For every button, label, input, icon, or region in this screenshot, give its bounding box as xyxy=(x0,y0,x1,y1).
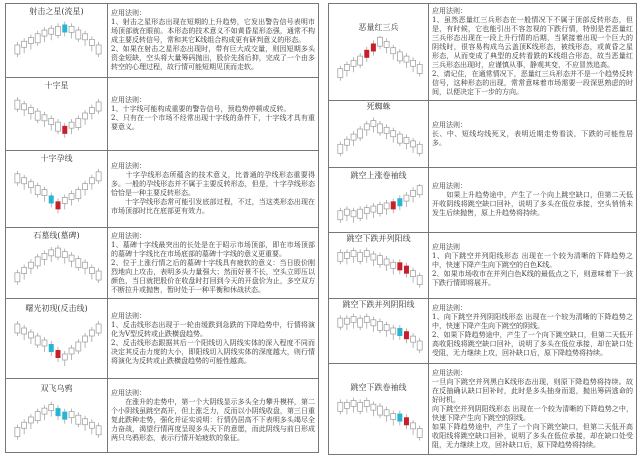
candle xyxy=(76,27,81,42)
candle xyxy=(22,101,27,116)
candle xyxy=(62,351,67,366)
candle xyxy=(344,136,349,151)
candlestick-chart xyxy=(10,397,104,450)
pattern-illustration xyxy=(329,233,429,298)
candle xyxy=(62,409,67,424)
candle xyxy=(351,57,356,72)
candle xyxy=(417,338,422,353)
candle xyxy=(15,42,20,57)
pattern-illustration xyxy=(6,78,108,150)
pattern-title: 曙光初现(反击线) xyxy=(25,304,88,313)
candle xyxy=(397,131,402,146)
candle xyxy=(358,126,363,141)
candle xyxy=(35,108,40,123)
candle xyxy=(338,208,343,223)
candle xyxy=(391,198,396,213)
candle xyxy=(56,119,61,134)
candle xyxy=(69,191,74,206)
usage-rules-text: 应用法则： 长、中、短线均线死叉，表明近期走势看淡，下跌的可能性居多。 xyxy=(432,120,633,147)
candlestick-chart xyxy=(333,313,425,362)
usage-rules-text: 应用法则： 1、射击之星形态出现在短期的上升趋势，它发出警告信号表明市场顶部就在眼前。本形态的技术意义不如黄昏星形态强，通常不构成主要反转信号，常和其它K线组合构成更有研判意义的形态。 2、如果在射击之星形态出现时，带有巨大成交量，则因短期多头资金短缺，空头将大量筹码抛出，股价先扬后抑，完成了一个由多转空的心理过程，故行情可能短期见顶而走软。 xyxy=(111,9,315,71)
candle xyxy=(404,192,409,207)
candle xyxy=(35,333,40,348)
pattern-title: 死蜘蛛 xyxy=(366,102,391,111)
candle xyxy=(89,265,94,280)
pattern-title: 恶量红三兵 xyxy=(358,23,399,32)
usage-rules-text: 应用法则： 1、墓碑十字线最突出的长处是在于昭示市场顶部，即在市场顶部的墓碑十字线比在市场底部的墓碑十字线的意义更重要。 2、位于上涨行情之后的墓碑十字线具有疲软的意义：当日股价刚烈地向上攻击，表明多头力量强大；然而好景不长，空头立即压以颜色，当日就把股价在收盘时打回到今天的开盘价为止，多空双方不断拉升或抛售，暂时处于一种平衡和休战状态。 xyxy=(111,231,315,294)
left-pattern-table xyxy=(5,3,319,453)
candle xyxy=(83,416,88,431)
candle xyxy=(378,253,383,268)
candle xyxy=(384,256,389,271)
pattern-illustration xyxy=(6,151,108,227)
candle xyxy=(404,414,409,429)
candle xyxy=(96,268,101,283)
candle xyxy=(344,399,349,414)
candle xyxy=(411,420,416,435)
candle xyxy=(89,419,94,434)
candle xyxy=(371,41,376,56)
candle xyxy=(89,175,94,190)
pattern-row xyxy=(329,4,636,101)
candle xyxy=(358,53,363,68)
candle xyxy=(15,97,20,112)
candle xyxy=(391,128,396,143)
candle xyxy=(397,259,402,274)
candle xyxy=(96,169,101,184)
candle xyxy=(76,339,81,354)
candle xyxy=(83,110,88,125)
pattern-illustration xyxy=(329,4,429,100)
candle xyxy=(76,187,81,202)
candle xyxy=(391,411,396,426)
candle xyxy=(89,36,94,51)
pattern-row xyxy=(6,4,318,78)
pattern-illustration xyxy=(329,168,429,232)
pattern-illustration xyxy=(329,101,429,167)
candle xyxy=(397,49,402,64)
candle xyxy=(404,135,409,150)
candlestick-chart xyxy=(10,20,104,76)
candle xyxy=(351,397,356,412)
candle xyxy=(411,138,416,153)
candle xyxy=(22,419,27,434)
candle xyxy=(358,206,363,221)
candle xyxy=(42,405,47,420)
candle xyxy=(364,47,369,62)
candle xyxy=(371,251,376,266)
candle xyxy=(56,245,61,260)
pattern-title: 十字孕线 xyxy=(40,154,73,163)
candle xyxy=(364,121,369,136)
candle xyxy=(358,315,363,330)
candle xyxy=(338,249,343,264)
pattern-title: 跳空下跌卷袖线 xyxy=(350,383,407,392)
candle xyxy=(417,425,422,440)
pattern-illustration xyxy=(6,299,108,378)
candle xyxy=(56,347,61,362)
candle xyxy=(404,328,409,343)
pattern-row xyxy=(329,364,636,454)
usage-rules-text: 应用法则： 1、十字线可能构成重要的警告信号，预趋势停顿或反转。 2、只有在一个市场不经常出现十字线的条件下，十字线才具有重要意义。 xyxy=(111,96,315,131)
candle xyxy=(76,116,81,131)
candle xyxy=(15,270,20,285)
pattern-row xyxy=(6,78,318,151)
candle xyxy=(364,205,369,220)
candle xyxy=(69,119,74,134)
candle xyxy=(404,53,409,68)
candle xyxy=(69,345,74,360)
candle xyxy=(56,405,61,420)
candle xyxy=(15,425,20,440)
candle xyxy=(384,407,389,422)
candle xyxy=(411,333,416,348)
candle xyxy=(358,249,363,264)
candle xyxy=(62,194,67,209)
pattern-illustration xyxy=(329,299,429,363)
pattern-title: 跳空下跌并列阴阳线 xyxy=(342,300,415,309)
candle xyxy=(28,105,33,120)
candle xyxy=(364,248,369,263)
candle xyxy=(351,248,356,263)
candlestick-chart xyxy=(10,167,104,226)
usage-rules-text: 应用法则 1、向下跳空并列阳线形态 出现在一个较为清晰的下降趋势之中，快速下降产生向下跳空的白色K线。 2、如果市场收市在并列白色K线的最低点之下，则意味着下一波下跌行情即将展开。 xyxy=(432,243,633,287)
pattern-illustration xyxy=(6,4,108,77)
candle xyxy=(378,121,383,136)
candle xyxy=(49,192,54,207)
candle xyxy=(417,62,422,77)
candle xyxy=(397,325,402,340)
candle xyxy=(49,116,54,131)
candle xyxy=(96,321,101,336)
candle xyxy=(22,265,27,280)
candle xyxy=(96,42,101,57)
pattern-row xyxy=(329,233,636,299)
pattern-title: 跳空上涨卷袖线 xyxy=(350,171,407,180)
candle xyxy=(69,252,74,267)
candle xyxy=(384,322,389,337)
candle xyxy=(364,314,369,329)
pattern-row xyxy=(329,101,636,168)
pattern-title: 石墓线(墓碑) xyxy=(33,231,80,240)
candle xyxy=(391,45,396,60)
candle xyxy=(371,203,376,218)
candle xyxy=(56,23,61,38)
usage-rules-text: 应用法则： 1、反击线形态出现于一轮由缓跌到急跌的下降趋势中，行情将演化为V型反转或止跌横盘趋势。 2、反击线形态跟据其后一个阳线切入阴线实体的深入程度不同而决定其反击力度的大小，即阳线切入阴线实体的深度越大，则行情将演化为反转或止跌横盘趋势的可能性越高。 xyxy=(111,311,315,365)
candle xyxy=(49,341,54,356)
candle xyxy=(351,314,356,329)
candlestick-chart xyxy=(10,244,104,297)
candle xyxy=(384,124,389,139)
pattern-title: 射击之星(流星) xyxy=(29,7,84,16)
candle xyxy=(344,315,349,330)
candle xyxy=(42,27,47,42)
candle xyxy=(35,409,40,424)
candle xyxy=(417,141,422,156)
candle xyxy=(378,318,383,333)
candle xyxy=(42,187,47,202)
candle xyxy=(22,175,27,190)
candlestick-chart xyxy=(333,184,425,231)
candle xyxy=(89,105,94,120)
candle xyxy=(344,206,349,221)
candle xyxy=(28,329,33,344)
candle xyxy=(35,183,40,198)
candle xyxy=(42,337,47,352)
candle xyxy=(96,99,101,114)
candlestick-chart xyxy=(333,36,425,99)
right-pattern-table xyxy=(328,3,637,455)
candle xyxy=(28,179,33,194)
candle xyxy=(344,249,349,264)
candle xyxy=(378,403,383,418)
pattern-row xyxy=(6,228,318,299)
candle xyxy=(35,31,40,46)
candle xyxy=(371,401,376,416)
usage-rules-text: 应用法则： 十字孕线形态所蕴含的技术意义，比普通的孕线形态重要得多。一般的孕线形态并不属于主要反转形态，但是，十字孕线形态恰恰是一种主要反转形态。 十字孕线形态常可能引发底部过程，不过，当这类形态出现在市场顶部时比在底部更有效力。 xyxy=(111,162,315,215)
candle xyxy=(22,325,27,340)
candle xyxy=(83,259,88,274)
candlestick-chart xyxy=(10,94,104,149)
candle xyxy=(76,256,81,271)
candle xyxy=(49,25,54,40)
pattern-illustration xyxy=(6,379,108,452)
candle xyxy=(35,254,40,269)
candle xyxy=(76,412,81,427)
candle xyxy=(15,171,20,186)
candle xyxy=(96,423,101,438)
candle xyxy=(378,36,383,49)
candle xyxy=(371,317,376,332)
candle xyxy=(384,38,389,53)
candle xyxy=(83,333,88,348)
pattern-title: 十字星 xyxy=(44,81,69,90)
candle xyxy=(364,397,369,412)
candle xyxy=(42,250,47,265)
candle xyxy=(28,414,33,429)
candle xyxy=(338,315,343,330)
candle xyxy=(62,249,67,264)
candle xyxy=(391,325,396,340)
candle xyxy=(411,187,416,202)
candle xyxy=(351,131,356,146)
usage-rules-text: 应用法则： 1、虽然恶量红三兵形态在一般情况下不属于顶部反转形态，但是，有时候，它也能引出不容忽视的下跌行情，特别是若恶量红三兵形态出现在一段上升行情的后期，当紧接着出现一个巨大的阴线时，很容易构成乌云盖顶K线形态，被线形态，或黄昏之星形态，从而变成了典型的反转看跌的K线组合形态，故当恶量红三兵形态出现时，应谨慎从事，静观其变，不应冒然追高。 2、请记住，在通常情况下，恶量红三兵形态并不是一个趋势反转信号，这种形态的出现，常常意味着市场需要一段深思熟虑的时间，以便决定下一步的方向。 xyxy=(432,7,633,96)
usage-rules-text: 应用法则： 如果上升趋势途中，产生了一个向上跳空缺口，但第二天低开收阴线将跳空缺口回补，说明了多头在低位承接，空头悄悄未发生后续抛售，原上升趋势将持续。 xyxy=(432,182,633,217)
candle xyxy=(15,321,20,336)
candle xyxy=(338,399,343,414)
usage-rules-text: 应用法则： 一旦向下跳空并列黑白K线形态出现，则原下降趋势将持续。故在反抽确认缺口回补时，此时是多头抽身而退，抛出筹码逃命的好时机。 向下跳空并列阴阳线形态 出现在一个较为清晰的下降趋势之中，快速下降产生向下跳空的阴线。 如果下降趋势途中，产生了一个向下跳空缺口，但第二天低开高收阳线将跳空缺口回补，说明了多头在低位承接，却在缺口处受阻，无力继续上攻，回补缺口后，原下降趋势将持续。 xyxy=(432,368,633,449)
pattern-row xyxy=(6,299,318,379)
candle xyxy=(22,38,27,53)
candle xyxy=(384,200,389,215)
candle xyxy=(351,208,356,223)
pattern-row xyxy=(329,168,636,233)
candle xyxy=(83,31,88,46)
pattern-title: 跳空下跌并列阳线 xyxy=(346,234,411,243)
candle xyxy=(411,57,416,72)
candlestick-chart xyxy=(333,247,425,297)
candle xyxy=(338,141,343,156)
candle xyxy=(62,123,67,138)
candle xyxy=(89,327,94,342)
candle xyxy=(28,35,33,50)
candle xyxy=(344,62,349,77)
pattern-title: 双飞乌鸦 xyxy=(40,384,73,393)
candlestick-chart xyxy=(333,115,425,166)
pattern-row xyxy=(329,299,636,364)
candle xyxy=(397,411,402,426)
candle xyxy=(404,263,409,278)
candle xyxy=(358,399,363,414)
candle xyxy=(28,259,33,274)
pattern-illustration xyxy=(6,228,108,298)
candlestick-chart xyxy=(10,317,104,377)
usage-rules-text: 应用法则： 1、向下跳空并列阴阳线形态 出现在一个较为清晰的下降趋势之中，快速下降产生向下跳空的阴线。 2、如果下降趋势途中，产生了一个向下跳空缺口，但第二天低开高收阳线将跳空缺口回补，说明了多头在低位承接，却在缺口处受阻，无力继续上攻，回补缺口后，原下降趋势将持续。 xyxy=(432,304,633,357)
candle xyxy=(371,118,376,133)
pattern-row xyxy=(6,379,318,452)
candle xyxy=(42,112,47,127)
candle xyxy=(417,273,422,288)
candle xyxy=(397,195,402,210)
candle xyxy=(62,21,67,36)
candle xyxy=(83,181,88,196)
candle xyxy=(391,259,396,274)
pattern-row xyxy=(6,151,318,228)
usage-rules-text: 应用法则： 在涨升的走势中，第一个大阴线显示多头全力攀升模样，第二个小阴线虽跳空高开，但上涨乏力，反而以小阴线收盘，第三日重复此跌种走势，强化并证实说明：行情仍居高不下表明多头竭尽全力奋战，渴望行情再度呈现多头天下的意愿，而此阴线与前日形成两只乌鸦形态，表示行情开始疲软的象征。 xyxy=(111,388,315,442)
candle xyxy=(49,402,54,417)
candle xyxy=(69,23,74,38)
candle xyxy=(69,409,74,424)
candle xyxy=(378,202,383,217)
pattern-illustration xyxy=(329,364,429,454)
candle xyxy=(338,66,343,81)
candle xyxy=(56,198,61,213)
candle xyxy=(49,247,54,262)
candle xyxy=(411,268,416,283)
candlestick-chart xyxy=(333,396,425,452)
candle xyxy=(417,184,422,198)
